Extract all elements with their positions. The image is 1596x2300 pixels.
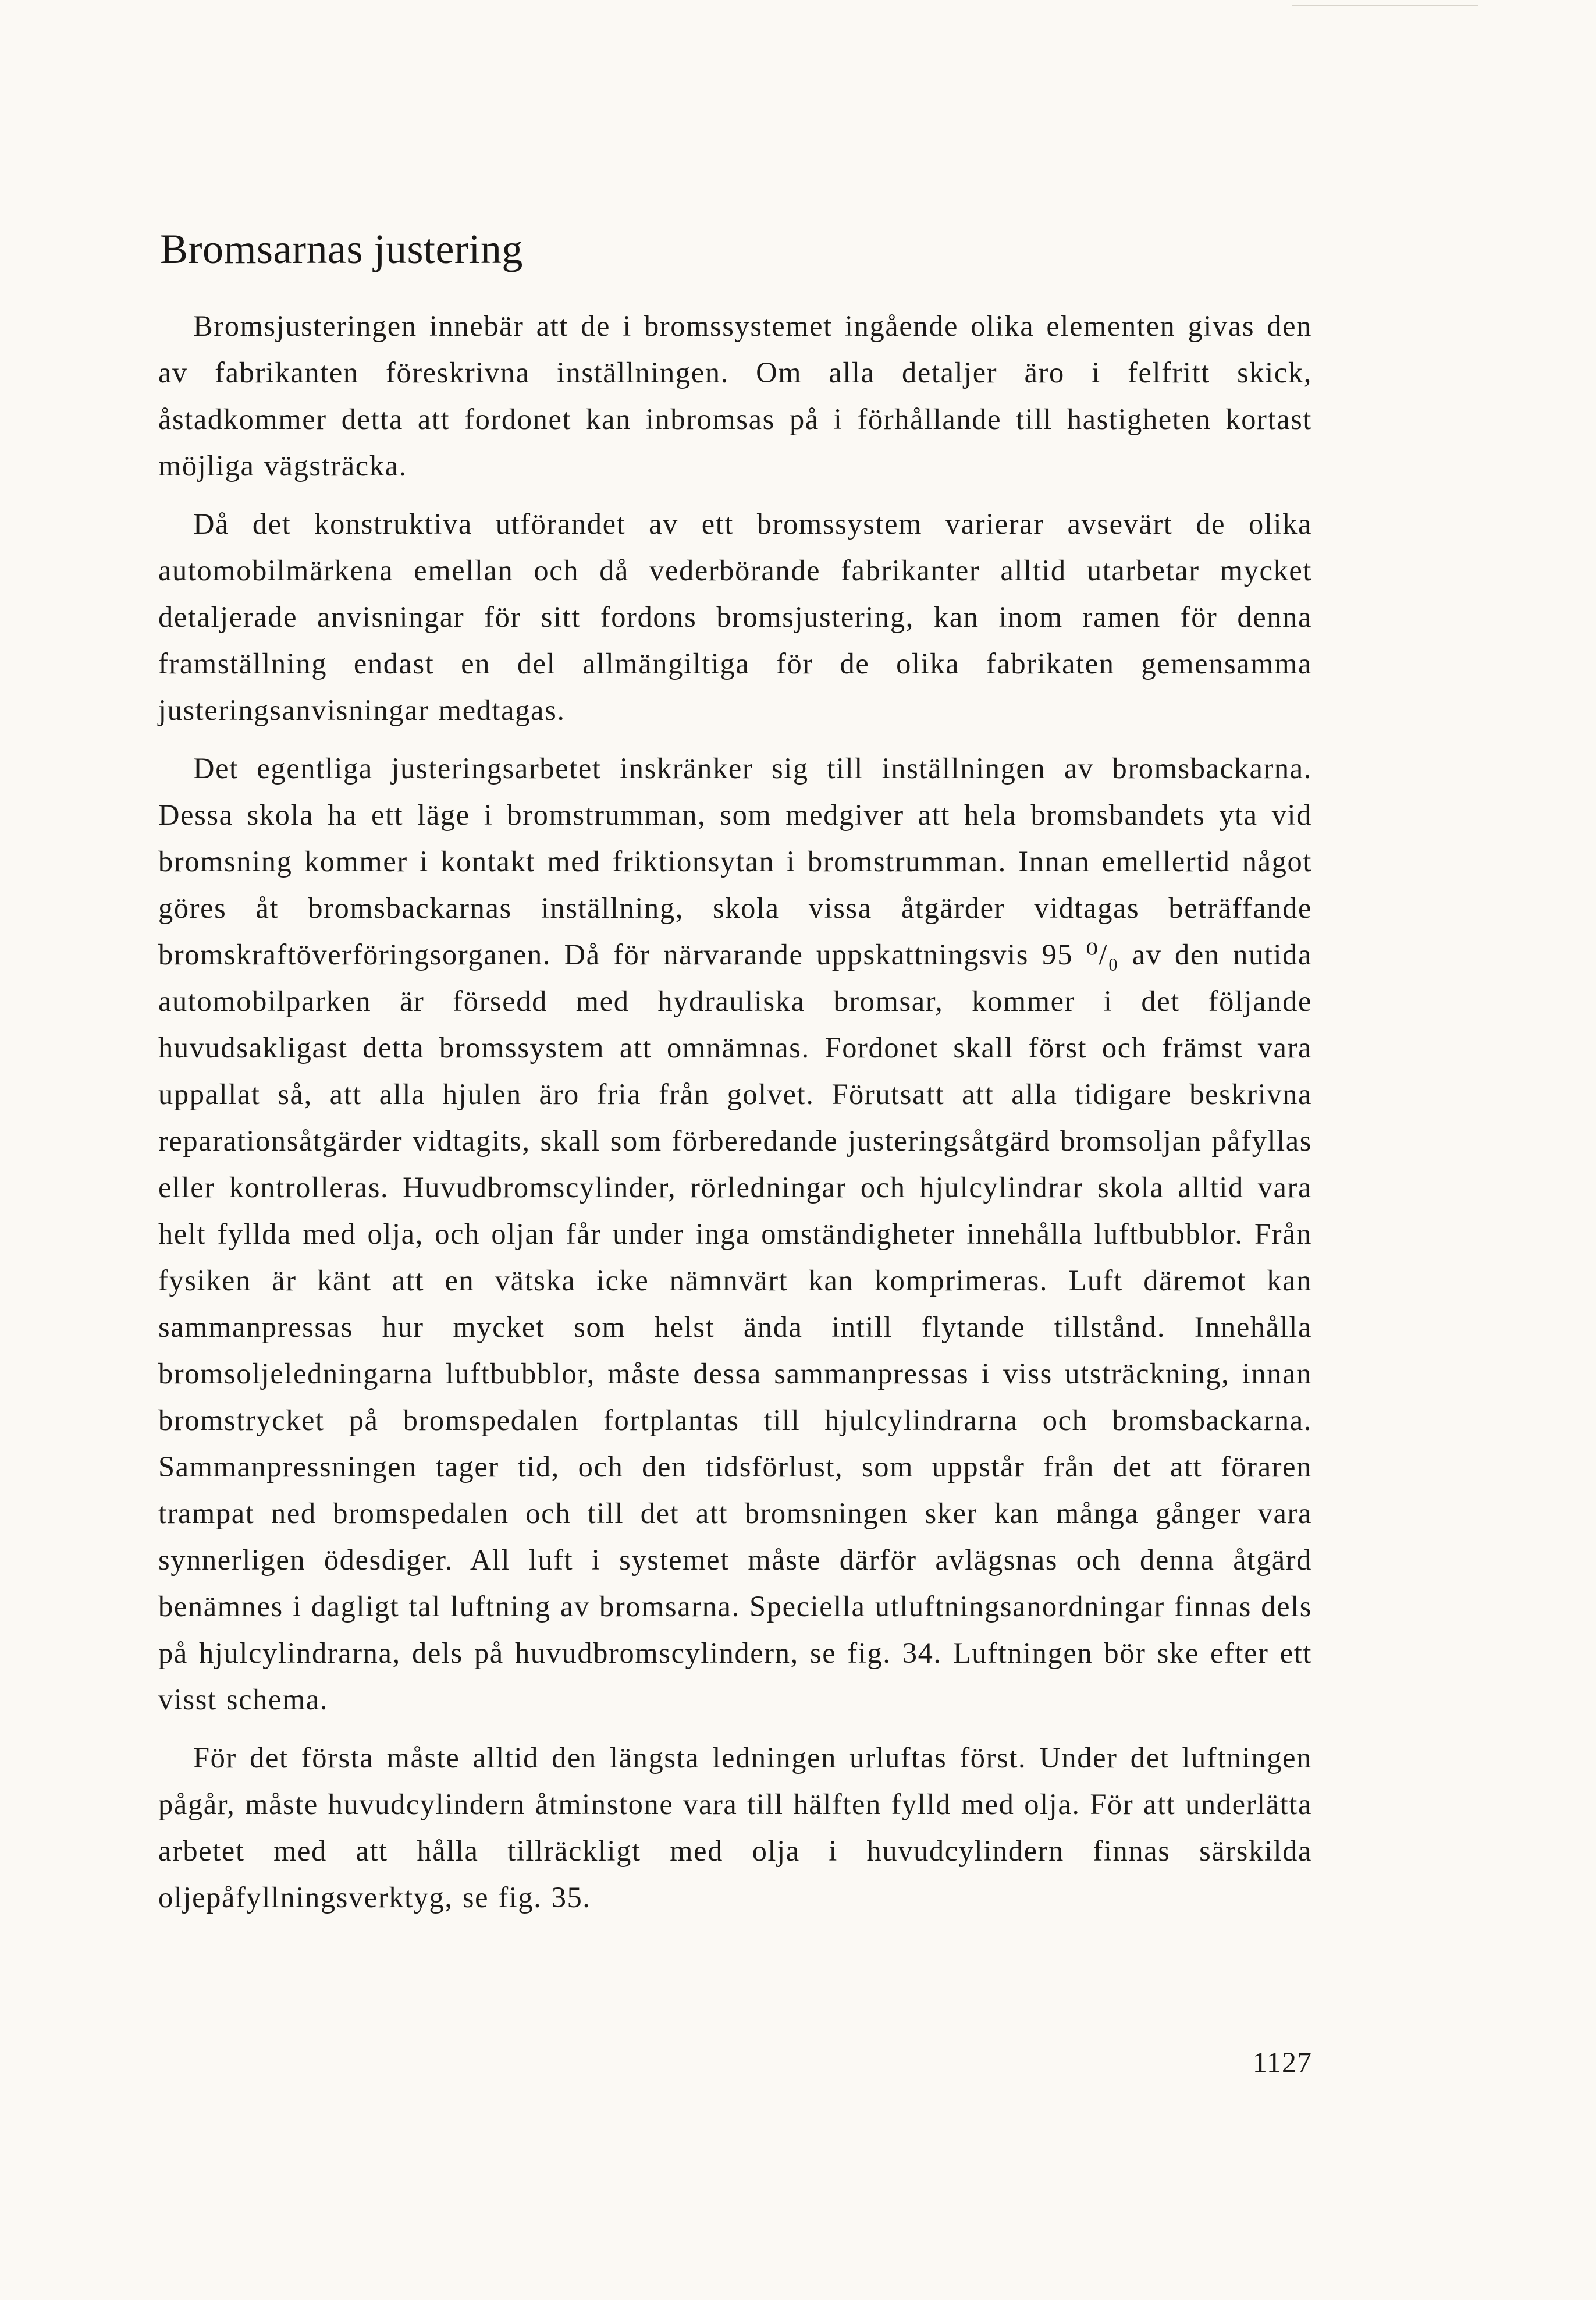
paragraph-2: Då det konstruktiva utförandet av ett bromssystem varierar avsevärt de olika automobilmärkena emellan och då vederbörande fabrikanter alltid utarbetar mycket detaljerade anvisningar för sitt fordons bromsjustering, kan inom ramen för denna framställning endast en del allmängiltiga för de olika fabrikaten gemensamma justeringsanvisningar medtagas. <box>158 507 1312 726</box>
paragraph-1: Bromsjusteringen innebär att de i bromssystemet ingående olika elementen givas den av fabrikanten föreskrivna inställningen. Om alla detaljer äro i felfritt skick, åstadkommer detta att fordonet kan inbromsas på i förhållande till hastigheten kortast möjliga vägsträcka. <box>158 310 1312 482</box>
body-text <box>158 303 1312 1932</box>
top-edge-rule <box>1292 5 1478 6</box>
section-heading: Bromsarnas justering <box>160 226 523 272</box>
paragraph-3: Det egentliga justeringsarbetet inskränker sig till inställningen av bromsbackarna. Dessa skola ha ett läge i bromstrumman, som medgiver att hela bromsbandets yta vid bromsning kommer i kontakt med friktionsytan i bromstrumman. Innan emellertid något göres åt bromsbackarnas inställning, skola vissa åtgärder vidtagas beträffande bromskraftöverföringsorganen. Då för närvarande uppskattningsvis 95 ⁰/₀ av den nutida automobilparken är försedd med hydrauliska bromsar, kommer i det följande huvudsakligast detta bromssystem att omnämnas. Fordonet skall först och främst vara uppallat så, att alla hjulen äro fria från golvet. Förutsatt att alla tidigare beskrivna reparationsåtgärder vidtagits, skall som förberedande justeringsåtgärd bromsoljan påfyllas eller kontrolleras. Huvudbromscylinder, rörledningar och hjulcylindrar skola alltid vara helt fyllda med olja, och oljan får under inga omständigheter innehålla luftbubblor. Från fysiken är känt att en vätska icke nämnvärt kan komprimeras. Luft däremot kan sammanpressas hur mycket som helst ända intill flytande tillstånd. Innehålla bromsoljeledningarna luftbubblor, måste dessa sammanpressas i viss utsträckning, innan bromstrycket på bromspedalen fortplantas till hjulcylindrarna och bromsbackarna. Sammanpressningen tager tid, och den tidsförlust, som uppstår från det att föraren trampat ned bromspedalen och till det att bromsningen sker kan många gånger vara synnerligen ödesdiger. All luft i systemet måste därför avlägsnas och denna åtgärd benämnes i dagligt tal luftning av bromsarna. Speciella utluftningsanordningar finnas dels på hjulcylindrarna, dels på huvudbromscylindern, se fig. 34. Luftningen bör ske efter ett visst schema. <box>158 752 1312 1716</box>
page-number: 1127 <box>1252 2046 1312 2078</box>
paragraph-4: För det första måste alltid den längsta ledningen urluftas först. Under det luftningen pågår, måste huvudcylindern åtminstone vara till hälften fylld med olja. För att underlätta arbetet med att hålla tillräckligt med olja i huvudcylindern finnas särskilda oljepåfyllningsverktyg, se fig. 35. <box>158 1741 1312 1914</box>
